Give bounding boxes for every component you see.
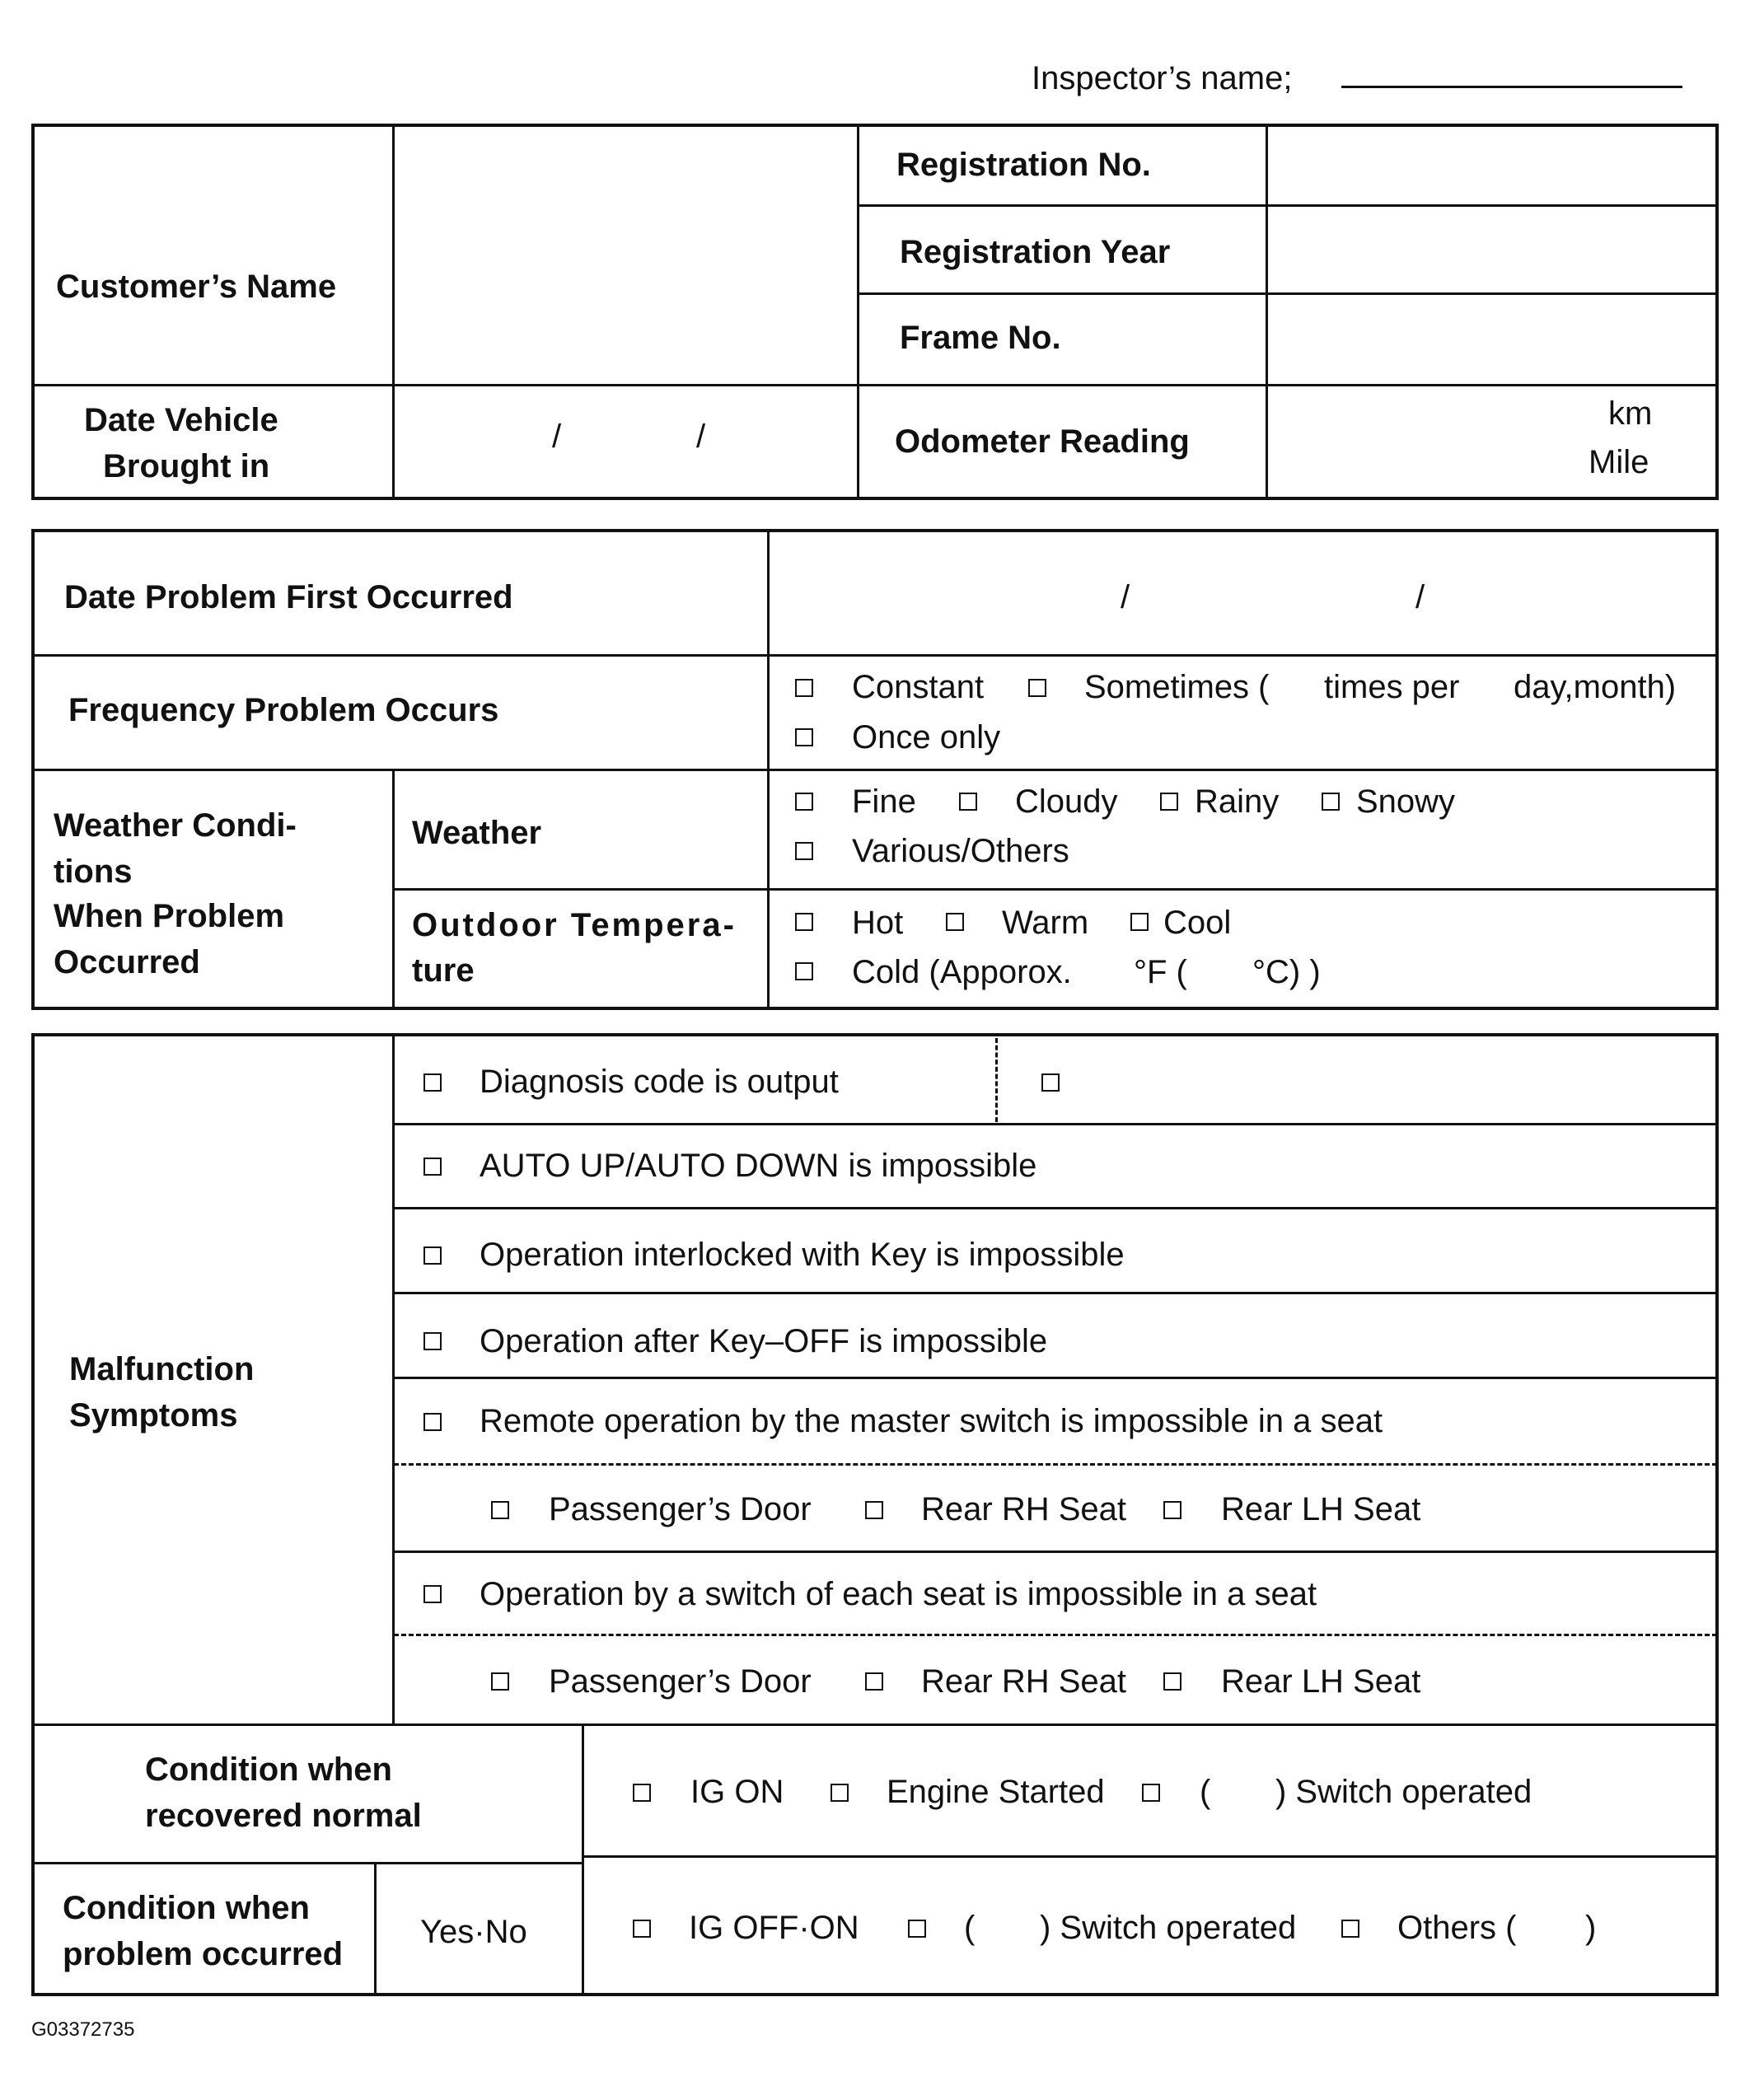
checkbox-fine[interactable]: [795, 793, 813, 811]
option-day-month: day,month): [1514, 669, 1677, 705]
symptom-auto-up-down: AUTO UP/AUTO DOWN is impossible: [480, 1148, 1037, 1184]
checkbox-snowy[interactable]: [1322, 793, 1340, 811]
registration-no-field[interactable]: [1269, 128, 1714, 202]
symptom-key-interlock: Operation interlocked with Key is impossible: [480, 1237, 1125, 1273]
checkbox-each-seat[interactable]: [423, 1585, 442, 1603]
checkbox-cool[interactable]: [1130, 913, 1149, 931]
registration-year-field[interactable]: [1269, 208, 1714, 290]
checkbox-diagnosis-other[interactable]: [1041, 1073, 1060, 1092]
checkbox-cold[interactable]: [795, 962, 813, 980]
checkbox-cloudy[interactable]: [959, 793, 977, 811]
date-first-occurred-field[interactable]: [770, 532, 1714, 652]
checkbox-each-passenger-door[interactable]: [491, 1672, 509, 1691]
odometer-unit-mile: Mile: [1589, 444, 1649, 480]
occurred-open-paren: (: [964, 1910, 976, 1946]
malfunction-label-line1: Malfunction: [69, 1351, 255, 1387]
option-ig-on: IG ON: [690, 1774, 784, 1810]
date-vehicle-label-line1: Date Vehicle: [84, 402, 278, 438]
odometer-unit-km: km: [1608, 395, 1653, 432]
option-ig-off-on: IG OFF·ON: [689, 1910, 859, 1946]
date-separator: /: [552, 419, 562, 455]
option-sometimes: Sometimes (: [1084, 669, 1270, 705]
option-fine: Fine: [852, 783, 916, 820]
checkbox-remote-passenger-door[interactable]: [491, 1501, 509, 1519]
inspector-name-label: Inspector’s name;: [1032, 60, 1293, 96]
option-cloudy: Cloudy: [1015, 783, 1118, 820]
checkbox-engine-started[interactable]: [831, 1784, 849, 1802]
checkbox-ig-off-on[interactable]: [633, 1920, 651, 1938]
seat-rear-rh: Rear RH Seat: [921, 1491, 1126, 1527]
outdoor-temp-label-line2: ture: [412, 952, 475, 989]
customer-name-label: Customer’s Name: [56, 269, 337, 305]
inspector-name-line[interactable]: [1341, 86, 1682, 88]
option-warm: Warm: [1002, 905, 1089, 941]
weather-conditions-label-line2: tions: [54, 854, 133, 890]
checkbox-rainy[interactable]: [1160, 793, 1178, 811]
checkbox-constant[interactable]: [795, 679, 813, 697]
date-separator: /: [1415, 579, 1425, 615]
option-cold: Cold (Apporox.: [852, 954, 1072, 990]
option-others: Others (: [1397, 1910, 1517, 1946]
seat-rear-rh: Rear RH Seat: [921, 1663, 1126, 1700]
date-first-occurred-label: Date Problem First Occurred: [64, 579, 513, 615]
occurred-label-line2: problem occurred: [63, 1936, 344, 1972]
checkbox-hot[interactable]: [795, 913, 813, 931]
option-constant: Constant: [852, 669, 985, 705]
checkbox-various[interactable]: [795, 842, 813, 860]
option-snowy: Snowy: [1356, 783, 1456, 820]
option-occurred-switch-operated: ) Switch operated: [1040, 1910, 1297, 1946]
date-separator: /: [696, 419, 706, 455]
figure-code: G03372735: [31, 2018, 135, 2041]
option-various: Various/Others: [852, 833, 1069, 869]
checkbox-once-only[interactable]: [795, 728, 813, 746]
option-rainy: Rainy: [1195, 783, 1280, 820]
recovered-label-line1: Condition when: [145, 1752, 392, 1788]
registration-no-label: Registration No.: [896, 147, 1151, 183]
checkbox-each-rear-lh[interactable]: [1163, 1672, 1181, 1691]
seat-rear-lh: Rear LH Seat: [1221, 1491, 1421, 1527]
option-recovered-switch-operated: ) Switch operated: [1275, 1774, 1532, 1810]
symptom-key-off: Operation after Key–OFF is impossible: [480, 1323, 1048, 1359]
checkbox-others[interactable]: [1341, 1920, 1359, 1938]
seat-rear-lh: Rear LH Seat: [1221, 1663, 1421, 1700]
symptom-remote-master: Remote operation by the master switch is impossible in a seat: [480, 1403, 1383, 1439]
checkbox-key-interlock[interactable]: [423, 1246, 442, 1265]
seat-passenger-door: Passenger’s Door: [549, 1491, 812, 1527]
malfunction-label-line2: Symptoms: [69, 1397, 238, 1434]
yes-no-field[interactable]: Yes·No: [420, 1914, 527, 1950]
date-separator: /: [1121, 579, 1130, 615]
date-vehicle-field[interactable]: [395, 387, 854, 496]
weather-conditions-label-line3: When Problem: [54, 898, 285, 934]
checkbox-key-off[interactable]: [423, 1332, 442, 1350]
checkbox-remote-rear-rh[interactable]: [865, 1501, 883, 1519]
frame-no-label: Frame No.: [900, 320, 1061, 356]
option-hot: Hot: [852, 905, 904, 941]
date-vehicle-label-line2: Brought in: [103, 448, 270, 484]
checkbox-remote-master[interactable]: [423, 1413, 442, 1431]
checkbox-ig-on[interactable]: [633, 1784, 651, 1802]
option-cool: Cool: [1163, 905, 1232, 941]
option-engine-started: Engine Started: [887, 1774, 1105, 1810]
weather-conditions-label-line4: Occurred: [54, 944, 200, 980]
symptom-each-seat: Operation by a switch of each seat is impossible in a seat: [480, 1576, 1317, 1612]
registration-year-label: Registration Year: [900, 234, 1171, 270]
occurred-label-line1: Condition when: [63, 1890, 310, 1926]
checkbox-remote-rear-lh[interactable]: [1163, 1501, 1181, 1519]
outdoor-temp-label-line1: Outdoor Tempera-: [412, 907, 737, 943]
option-once-only: Once only: [852, 719, 1001, 755]
checkbox-recovered-switch[interactable]: [1142, 1784, 1160, 1802]
temp-unit-c: °C) ): [1252, 954, 1321, 990]
others-close-paren: ): [1585, 1910, 1597, 1946]
checkbox-diagnosis-code[interactable]: [423, 1073, 442, 1092]
option-times-per: times per: [1324, 669, 1460, 705]
symptom-diagnosis-code: Diagnosis code is output: [480, 1064, 839, 1100]
seat-passenger-door: Passenger’s Door: [549, 1663, 812, 1700]
recovered-open-paren: (: [1200, 1774, 1211, 1810]
checkbox-each-rear-rh[interactable]: [865, 1672, 883, 1691]
checkbox-occurred-switch[interactable]: [908, 1920, 926, 1938]
customer-name-field[interactable]: [395, 128, 854, 381]
odometer-label: Odometer Reading: [895, 423, 1190, 460]
checkbox-warm[interactable]: [946, 913, 964, 931]
temp-unit-f: °F (: [1134, 954, 1187, 990]
frequency-label: Frequency Problem Occurs: [68, 692, 499, 728]
recovered-label-line2: recovered normal: [145, 1798, 422, 1834]
checkbox-sometimes[interactable]: [1028, 679, 1046, 697]
frame-no-field[interactable]: [1269, 296, 1714, 381]
weather-label: Weather: [412, 815, 542, 851]
weather-conditions-label-line1: Weather Condi-: [54, 807, 297, 844]
checkbox-auto-up-down[interactable]: [423, 1158, 442, 1176]
